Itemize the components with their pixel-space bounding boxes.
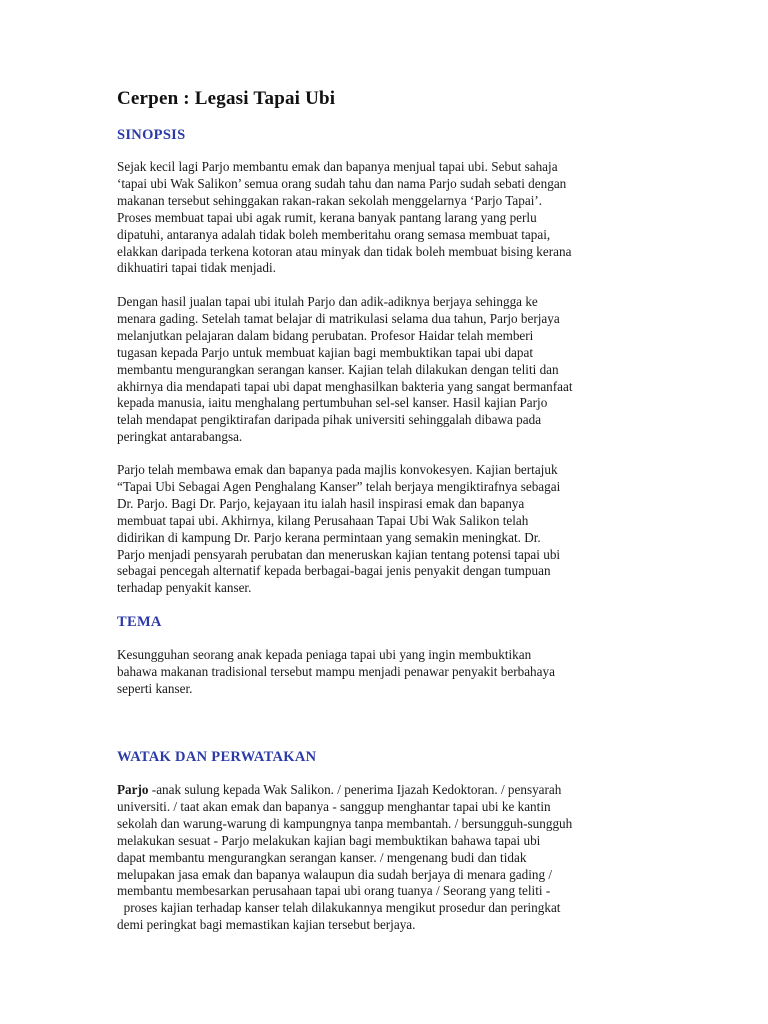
paragraph-line: universiti. / taat akan emak dan bapanya - sanggup menghantar tapai ubi ke kantin — [117, 798, 551, 814]
paragraph-line: kepada manusia, iaitu menghalang pertumbuhan sel-sel kanser. Hasil kajian Parjo — [117, 395, 548, 411]
tema-paragraph — [117, 647, 662, 698]
paragraph-line: peringkat antarabangsa. — [117, 429, 243, 445]
tema-heading: TEMA — [117, 614, 162, 630]
paragraph-line: makanan tersebut sehinggakan rakan-rakan sekolah menggelarnya ‘Parjo Tapai’. — [117, 192, 543, 208]
paragraph-line: akhirnya dia mendapati tapai ubi dapat menghasilkan bakteria yang sangat bermanfaat — [117, 378, 573, 394]
paragraph-line: bahawa makanan tradisional tersebut mampu menjadi penawar penyakit berbahaya — [117, 663, 555, 679]
document-title: Cerpen : Legasi Tapai Ubi — [117, 88, 336, 109]
paragraph-line: Parjo telah membawa emak dan bapanya pada majlis konvokesyen. Kajian bertajuk — [117, 462, 558, 477]
character-name: Parjo — [117, 782, 149, 797]
paragraph-line: ‘tapai ubi Wak Salikon’ semua orang sudah tahu dan nama Parjo sudah sebati dengan — [117, 175, 567, 191]
watak-heading: WATAK DAN PERWATAKAN — [117, 749, 317, 765]
paragraph-line: telah mendapat pengiktirafan daripada pihak universiti sehinggalah dibawa pada — [117, 412, 542, 428]
paragraph-line — [117, 782, 662, 799]
sinopsis-heading: SINOPSIS — [117, 127, 186, 143]
paragraph-line: proses kajian terhadap kanser telah dilakukannya mengikut prosedur dan peringkat — [117, 900, 561, 916]
paragraph-line: Kesungguhan seorang anak kepada peniaga tapai ubi yang ingin membuktikan — [117, 647, 532, 662]
paragraph-line: membuat tapai ubi. Akhirnya, kilang Perusahaan Tapai Ubi Wak Salikon telah — [117, 512, 529, 528]
sinopsis-paragraph-1 — [117, 159, 662, 277]
paragraph-line: dapat membantu mengurangkan serangan kanser. / mengenang budi dan tidak — [117, 849, 527, 865]
paragraph-line: melakukan sesuat - Parjo melakukan kajian bagi membuktikan bahawa tapai ubi — [117, 832, 541, 848]
paragraph-line: dipatuhi, antaranya adalah tidak boleh memberitahu orang semasa membuat tapai, — [117, 226, 551, 242]
paragraph-line: membantu membesarkan perusahaan tapai ubi orang tuanya / Seorang yang teliti - — [117, 883, 551, 899]
paragraph-line: sebagai pencegah alternatif kepada berbagai-bagai jenis penyakit dengan tumpuan — [117, 563, 551, 579]
sinopsis-paragraph-2 — [117, 294, 662, 446]
paragraph-line: demi peringkat bagi memastikan kajian tersebut berjaya. — [117, 917, 416, 933]
paragraph-line: sekolah dan warung-warung di kampungnya tanpa membantah. / bersungguh-sungguh — [117, 815, 573, 831]
paragraph-line: melupakan jasa emak dan bapanya walaupun dia sudah berjaya di menara gading / — [117, 866, 553, 882]
watak-paragraph — [117, 782, 662, 934]
paragraph-line: melanjutkan pelajaran dalam bidang perubatan. Profesor Haidar telah memberi — [117, 327, 534, 343]
character-description: -anak sulung kepada Wak Salikon. / penerima Ijazah Kedoktoran. / pensyarah — [148, 782, 562, 797]
paragraph-line: terhadap penyakit kanser. — [117, 580, 252, 596]
paragraph-line: “Tapai Ubi Sebagai Agen Penghalang Kanser” telah berjaya mengiktirafnya sebagai — [117, 478, 561, 494]
paragraph-line: Dengan hasil jualan tapai ubi itulah Parjo dan adik-adiknya berjaya sehingga ke — [117, 294, 538, 309]
paragraph-line: dikhuatiri tapai tidak menjadi. — [117, 260, 276, 276]
sinopsis-paragraph-3 — [117, 462, 662, 597]
paragraph-line: seperti kanser. — [117, 680, 193, 696]
paragraph-line: menara gading. Setelah tamat belajar di matrikulasi selama dua tahun, Parjo berjaya — [117, 310, 560, 326]
paragraph-line: tugasan kepada Parjo untuk membuat kajian bagi membuktikan tapai ubi dapat — [117, 344, 534, 360]
paragraph-line: Proses membuat tapai ubi agak rumit, kerana banyak pantang larang yang perlu — [117, 209, 537, 225]
paragraph-line: Dr. Parjo. Bagi Dr. Parjo, kejayaan itu ialah hasil inspirasi emak dan bapanya — [117, 495, 525, 511]
paragraph-line: Parjo menjadi pensyarah perubatan dan meneruskan kajian tentang potensi tapai ubi — [117, 546, 561, 562]
paragraph-line: membantu mengurangkan serangan kanser. Kajian telah dilakukan dengan teliti dan — [117, 361, 559, 377]
paragraph-line: didirikan di kampung Dr. Parjo kerana permintaan yang semakin meningkat. Dr. — [117, 529, 541, 545]
paragraph-line: Sejak kecil lagi Parjo membantu emak dan bapanya menjual tapai ubi. Sebut sahaja — [117, 159, 558, 174]
paragraph-line: elakkan daripada terkena kotoran atau minyak dan tidak boleh membuat bising kerana — [117, 243, 572, 259]
